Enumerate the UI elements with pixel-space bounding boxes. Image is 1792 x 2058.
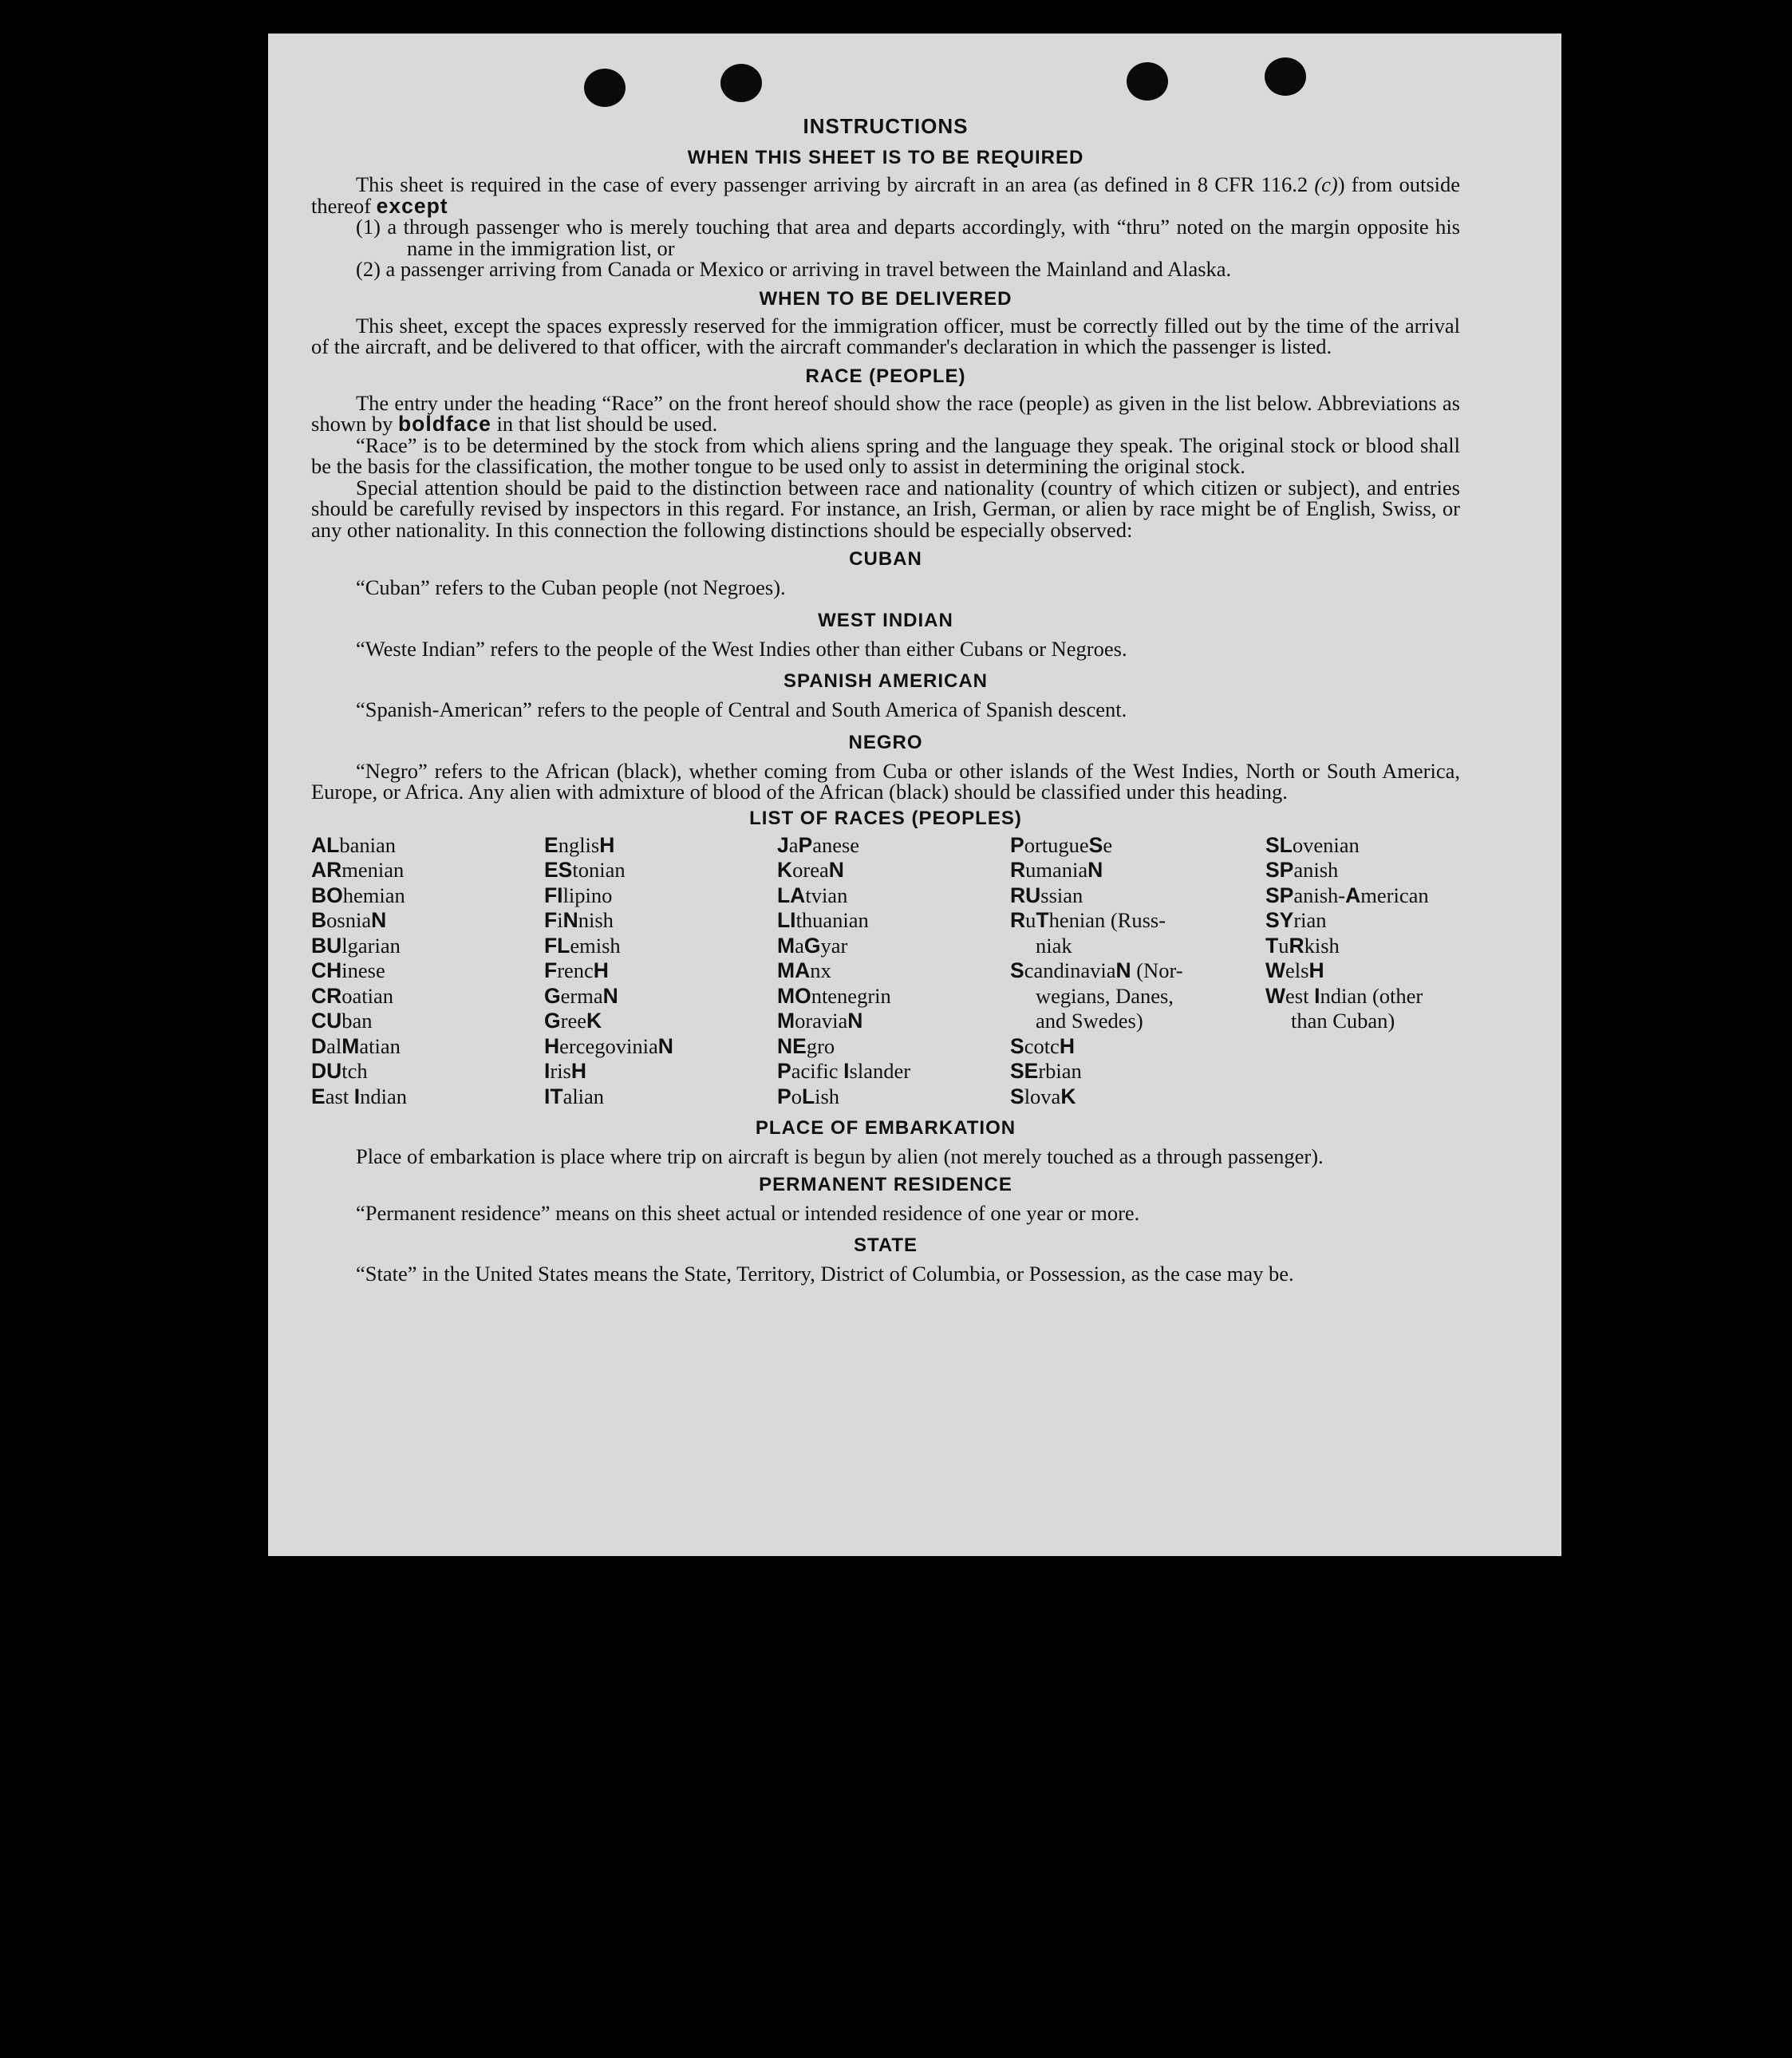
race-abbrev: SE — [1010, 1059, 1039, 1083]
race-entry — [544, 1009, 777, 1034]
race-text: ree — [560, 1009, 586, 1033]
race-abbrev: L — [801, 1084, 815, 1108]
race-column — [1265, 833, 1460, 1110]
race-text: tch — [341, 1059, 368, 1083]
race-text-continued: wegians, Danes, — [1036, 983, 1174, 1008]
race-text: yar — [820, 933, 848, 958]
section-heading-negro: NEGRO — [848, 731, 923, 753]
race-text: ntenegrin — [811, 983, 891, 1008]
race-entry — [1265, 908, 1460, 934]
intro-text-b: ) from outside thereof — [311, 172, 1461, 218]
race-abbrev: D — [311, 1033, 327, 1058]
race-text: alian — [562, 1084, 605, 1108]
race-abbrev: T — [1036, 908, 1049, 932]
race-abbrev: N — [847, 1009, 863, 1033]
section-heading-cuban: CUBAN — [849, 548, 922, 570]
race-text-continued: than Cuban) — [1291, 1009, 1395, 1033]
punch-hole — [1265, 57, 1306, 96]
race-abbrev: W — [1265, 958, 1286, 982]
race-entry — [1010, 833, 1265, 859]
race-abbrev: N — [657, 1033, 673, 1058]
race-text: e — [1103, 832, 1113, 857]
race-entry — [544, 984, 777, 1009]
race-text: ast — [325, 1084, 354, 1108]
race-text: menian — [341, 858, 405, 882]
race-text-continued: and Swedes) — [1036, 1009, 1143, 1033]
race-text: rian — [1293, 908, 1327, 932]
race-text: kish — [1304, 933, 1340, 958]
section-heading-when-delivered: WHEN TO BE DELIVERED — [759, 287, 1012, 310]
negro-text: “Negro” refers to the African (black), whether coming from Cuba or other islands of the West Indies, North or South America, Europe, or Africa. Any alien with admixture of blood of the African (black) should be classified under this heading. — [311, 758, 1460, 804]
race-abbrev: M — [777, 933, 795, 958]
race-entry — [1265, 883, 1460, 909]
section-heading-permanent-residence: PERMANENT RESIDENCE — [759, 1173, 1012, 1195]
race-entry — [1010, 908, 1265, 958]
race-abbrev: K — [586, 1009, 602, 1033]
when-delivered-text: This sheet, except the spaces expressly reserved for the immigration officer, must be correctly filled out by the time of the arrival of the aircraft, and be delivered to that officer, with the aircraft commander's declaration in which the passenger is listed. — [311, 313, 1460, 358]
race-entry — [544, 833, 777, 859]
race-text: tonian — [572, 858, 626, 882]
race-text: o — [791, 1084, 802, 1108]
race-entry — [777, 934, 1010, 959]
race-text: u — [1025, 908, 1036, 932]
race-abbrev: N — [828, 858, 844, 882]
race-abbrev: B — [311, 908, 327, 932]
race-abbrev: I — [544, 1059, 551, 1083]
race-entry — [311, 908, 544, 934]
race-abbrev: K — [1060, 1084, 1076, 1108]
race-text: lova — [1024, 1084, 1061, 1108]
race-entry — [311, 1009, 544, 1034]
race-entry — [311, 883, 544, 909]
race-paragraph-3: Special attention should be paid to the distinction between race and nationality (country of which citizen or subject), and entries should be carefully revised by inspectors in this regard. For instance, an Irish, German, or alien by race might be of English, Swiss, or any other nationality. In this connection the following distinctions should be especially observed: — [311, 475, 1460, 542]
race-abbrev: J — [777, 832, 789, 857]
race-abbrev: ES — [544, 858, 573, 882]
race-entry — [311, 1084, 544, 1110]
race-entry — [544, 958, 777, 984]
race-text: umania — [1025, 858, 1088, 882]
race-abbrev: G — [803, 933, 821, 958]
race-entry — [311, 1059, 544, 1084]
race-entry — [311, 984, 544, 1009]
race-p1-boldface: boldface — [397, 412, 491, 436]
race-text: anish- — [1293, 883, 1346, 907]
race-text: candinavia — [1024, 958, 1116, 982]
race-paragraph-2: “Race” is to be determined by the stock from which aliens spring and the language they speak. The original stock or blood shall be the basis for the classification, the mother tongue to be used only to assist in determining the original stock. — [311, 433, 1460, 478]
race-abbrev: DU — [311, 1059, 342, 1083]
race-abbrev: CH — [311, 958, 342, 982]
race-entry — [1265, 984, 1460, 1034]
race-abbrev: P — [1010, 832, 1024, 857]
race-text: els — [1285, 958, 1309, 982]
race-text: ovenian — [1292, 832, 1360, 857]
race-text: a — [795, 933, 804, 958]
race-text: tvian — [805, 883, 848, 907]
race-abbrev: H — [544, 1033, 560, 1058]
race-entry — [777, 1034, 1010, 1060]
race-text: al — [326, 1033, 342, 1058]
race-abbrev: MO — [777, 983, 811, 1008]
race-abbrev: F — [544, 958, 558, 982]
race-abbrev: BU — [311, 933, 342, 958]
race-abbrev: R — [1010, 908, 1026, 932]
race-text: ssian — [1040, 883, 1083, 907]
race-text: oatian — [341, 983, 394, 1008]
race-abbrev: H — [1059, 1033, 1075, 1058]
race-text: banian — [339, 832, 396, 857]
race-text: ndian (other — [1320, 983, 1423, 1008]
race-entry — [777, 883, 1010, 909]
race-abbrev: S — [1088, 832, 1103, 857]
race-abbrev: AL — [311, 832, 340, 857]
race-abbrev: E — [311, 1084, 326, 1108]
race-abbrev: CU — [311, 1009, 342, 1033]
race-abbrev: BO — [311, 883, 343, 907]
race-abbrev: SP — [1265, 883, 1294, 907]
race-text: ris — [550, 1059, 571, 1083]
race-entry — [311, 833, 544, 859]
race-abbrev: H — [599, 832, 615, 857]
intro-text-a: This sheet is required in the case of every passenger arriving by aircraft in an area (as defined in 8 CFR 116.2 — [356, 172, 1315, 196]
race-text: ndian — [360, 1084, 407, 1108]
race-text: emish — [570, 933, 621, 958]
race-text: anish — [1293, 858, 1339, 882]
race-abbrev: F — [544, 908, 558, 932]
race-abbrev: A — [1345, 883, 1361, 907]
race-entry — [311, 958, 544, 984]
race-column — [544, 833, 777, 1110]
race-text: merican — [1360, 883, 1429, 907]
race-column — [1010, 833, 1265, 1110]
race-entry — [544, 1084, 777, 1110]
race-text: henian (Russ- — [1048, 908, 1166, 932]
race-entry — [1010, 1034, 1265, 1060]
race-entry — [544, 883, 777, 909]
race-abbrev: FL — [544, 933, 570, 958]
spanish-american-text: “Spanish-American” refers to the people of Central and South America of Spanish descent. — [356, 697, 1127, 721]
race-column — [311, 833, 544, 1110]
race-abbrev: H — [570, 1059, 587, 1083]
race-text: acific — [791, 1059, 844, 1083]
race-abbrev: N — [371, 908, 387, 932]
race-entry — [1265, 833, 1460, 859]
race-text: nglis — [558, 832, 600, 857]
race-entry — [1010, 883, 1265, 909]
race-paragraph-1 — [311, 390, 1460, 436]
race-abbrev: S — [1010, 1084, 1024, 1108]
exception-item-2: (2) a passenger arriving from Canada or Mexico or arriving in travel between the Mainland and Alaska. — [356, 257, 1232, 281]
race-text: nx — [810, 958, 831, 982]
race-abbrev: M — [777, 1009, 795, 1033]
race-abbrev: G — [544, 1009, 561, 1033]
race-text: est — [1285, 983, 1315, 1008]
race-text: osnia — [326, 908, 372, 932]
race-abbrev: N — [1115, 958, 1131, 982]
race-text: anese — [812, 832, 860, 857]
race-text: thuanian — [795, 908, 869, 932]
race-entry — [777, 1084, 1010, 1110]
section-heading-spanish-american: SPANISH AMERICAN — [783, 670, 988, 692]
section-heading-place-of-embarkation: PLACE OF EMBARKATION — [755, 1117, 1016, 1139]
race-text: nish — [578, 908, 614, 932]
race-text: orea — [792, 858, 829, 882]
race-abbrev: LI — [777, 908, 796, 932]
race-abbrev: SP — [1265, 858, 1294, 882]
race-text: cotc — [1024, 1033, 1060, 1058]
race-text: ortugue — [1024, 832, 1089, 857]
race-abbrev: I — [843, 1059, 850, 1083]
race-abbrev: RU — [1010, 883, 1041, 907]
race-abbrev: AR — [311, 858, 342, 882]
race-text: lgarian — [341, 933, 401, 958]
race-abbrev: R — [1010, 858, 1026, 882]
race-entry — [777, 908, 1010, 934]
section-heading-list-of-races: LIST OF RACES (PEOPLES) — [749, 807, 1022, 829]
race-entry — [544, 908, 777, 934]
race-abbrev: T — [1265, 933, 1279, 958]
intro-except: except — [376, 193, 448, 218]
race-entry — [544, 1059, 777, 1084]
race-entry — [311, 858, 544, 883]
punch-hole — [584, 69, 626, 107]
race-text: ban — [341, 1009, 373, 1033]
punch-hole — [1127, 62, 1168, 101]
race-entry — [1010, 1084, 1265, 1110]
race-abbrev: N — [602, 983, 618, 1008]
race-entry — [777, 958, 1010, 984]
race-entry — [1265, 858, 1460, 883]
race-text-continued: niak — [1036, 933, 1072, 958]
instructions-body — [311, 115, 1460, 1285]
race-abbrev: N — [562, 908, 578, 932]
race-abbrev: P — [777, 1084, 791, 1108]
page-title: INSTRUCTIONS — [803, 114, 969, 138]
race-abbrev: M — [341, 1033, 360, 1058]
punch-hole — [720, 64, 762, 102]
race-p1-text-b: in that list should be used. — [491, 412, 718, 436]
race-abbrev: H — [1308, 958, 1324, 982]
race-abbrev: H — [593, 958, 609, 982]
race-abbrev: E — [544, 832, 559, 857]
section-heading-state: STATE — [853, 1234, 918, 1256]
race-abbrev: G — [544, 983, 561, 1008]
race-entry — [544, 858, 777, 883]
race-abbrev: SL — [1265, 832, 1293, 857]
place-of-embarkation-text: Place of embarkation is place where trip on aircraft is begun by alien (not merely touched as a through passenger). — [356, 1144, 1324, 1168]
race-text: slander — [849, 1059, 911, 1083]
race-abbrev: P — [798, 832, 813, 857]
race-text: i — [557, 908, 563, 932]
race-text: hemian — [342, 883, 405, 907]
race-text: (Nor- — [1131, 958, 1183, 982]
when-required-intro — [311, 174, 1460, 216]
intro-cite: (c) — [1314, 172, 1338, 196]
race-entry — [1010, 1059, 1265, 1084]
race-column — [777, 833, 1010, 1110]
race-text: oravia — [795, 1009, 848, 1033]
race-text: inese — [341, 958, 385, 982]
race-entry — [1265, 934, 1460, 959]
cuban-text: “Cuban” refers to the Cuban people (not Negroes). — [356, 575, 786, 599]
race-entry — [544, 1034, 777, 1060]
race-abbrev: SY — [1265, 908, 1294, 932]
race-abbrev: S — [1010, 1033, 1024, 1058]
race-abbrev: K — [777, 858, 793, 882]
race-abbrev: R — [1289, 933, 1305, 958]
race-abbrev: I — [1314, 983, 1320, 1008]
race-entry — [1010, 958, 1265, 1034]
permanent-residence-text: “Permanent residence” means on this sheet actual or intended residence of one year or more. — [356, 1200, 1140, 1225]
section-heading-when-required: WHEN THIS SHEET IS TO BE REQUIRED — [687, 147, 1084, 168]
race-abbrev: FI — [544, 883, 563, 907]
race-abbrev: NE — [777, 1033, 807, 1058]
race-list — [311, 833, 1460, 1110]
race-entry — [311, 934, 544, 959]
race-text: ish — [815, 1084, 840, 1108]
race-entry — [777, 858, 1010, 883]
race-text: rbian — [1038, 1059, 1082, 1083]
race-abbrev: MA — [777, 958, 811, 982]
race-abbrev: S — [1010, 958, 1024, 982]
race-entry — [777, 1059, 1010, 1084]
race-text: lipino — [562, 883, 613, 907]
race-p1-text-a: The entry under the heading “Race” on the front hereof should show the race (people) as given in the list below. Abbreviations as shown by — [311, 390, 1460, 436]
race-text: ercegovinia — [559, 1033, 658, 1058]
race-entry — [311, 1034, 544, 1060]
exception-item-1: (1) a through passenger who is merely touching that area and departs accordingly, with “thru” noted on the margin opposite his name in the immigration list, or — [356, 215, 1460, 260]
race-text: erma — [560, 983, 603, 1008]
race-entry — [544, 934, 777, 959]
section-heading-west-indian: WEST INDIAN — [818, 609, 953, 631]
race-abbrev: LA — [777, 883, 806, 907]
race-entry — [777, 1009, 1010, 1034]
race-abbrev: W — [1265, 983, 1286, 1008]
state-text: “State” in the United States means the State, Territory, District of Columbia, or Possession, as the case may be. — [356, 1262, 1294, 1286]
race-entry — [1010, 858, 1265, 883]
race-abbrev: CR — [311, 983, 342, 1008]
race-entry — [777, 984, 1010, 1009]
race-text: gro — [806, 1033, 835, 1058]
instruction-sheet — [268, 34, 1561, 1556]
race-entry — [1265, 958, 1460, 984]
race-abbrev: P — [777, 1059, 791, 1083]
race-abbrev: IT — [544, 1084, 563, 1108]
race-abbrev: I — [353, 1084, 361, 1108]
race-entry — [777, 833, 1010, 859]
section-heading-race: RACE (PEOPLE) — [805, 365, 966, 387]
race-text: renc — [557, 958, 594, 982]
race-text: a — [788, 832, 799, 857]
race-text: atian — [359, 1033, 401, 1058]
race-text: u — [1278, 933, 1289, 958]
west-indian-text: “Weste Indian” refers to the people of the West Indies other than either Cubans or Negroes. — [356, 636, 1127, 661]
race-abbrev: N — [1087, 858, 1103, 882]
